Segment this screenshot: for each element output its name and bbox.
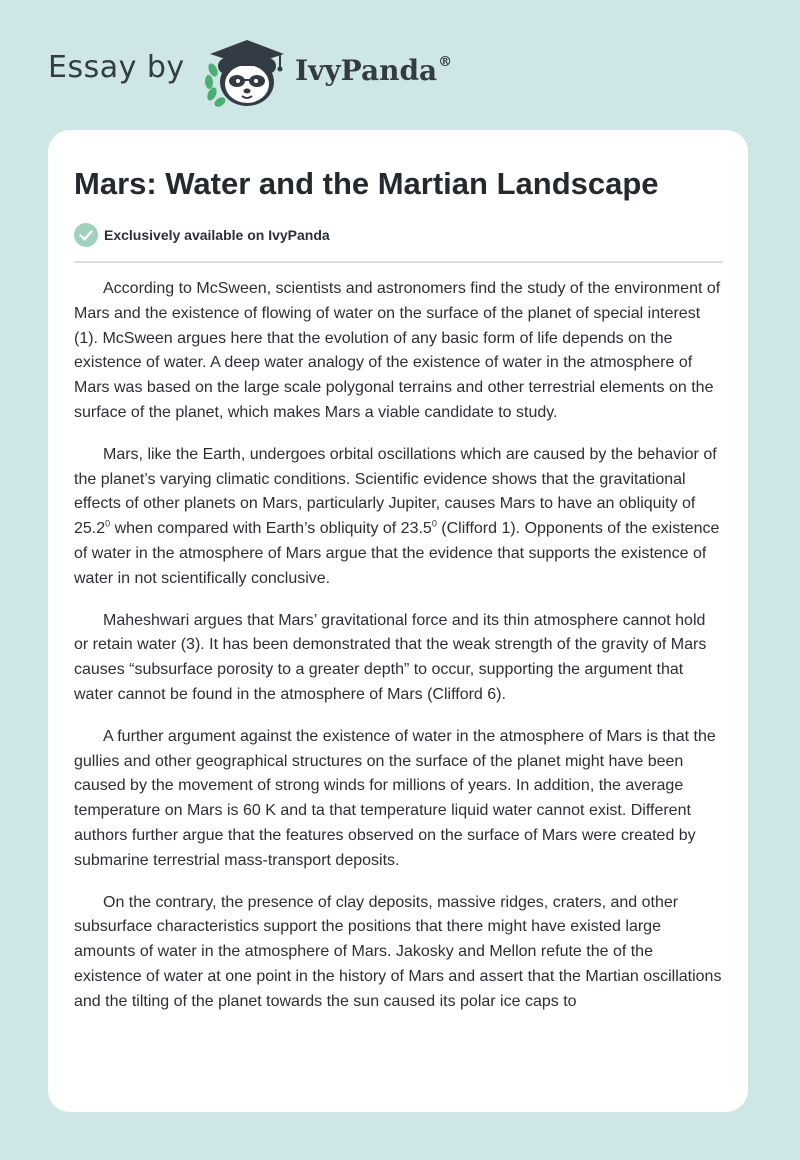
paragraph-5: On the contrary, the presence of clay deposits, massive ridges, craters, and other subsurface characteristics support the positions that there might have existed large amounts of water in the atmosphere of Mars. Jakosky and Mellon refute the of the existence of water at one point in the history of Mars and assert that the Martian oscillations and the tilting of the planet towards the sun caused its polar ice caps to xyxy=(74,893,722,1010)
paragraph-2-text-c: (Clifford 1). Opponents of the existence of water in the atmosphere of Mars argue that the evidence that supports the existence of water in not scientifically conclusive. xyxy=(74,520,720,587)
brand-logo-text[interactable] xyxy=(295,54,452,87)
exclusive-badge-label: Exclusively available on IvyPanda xyxy=(104,227,330,243)
essay-by-label: Essay by xyxy=(48,50,185,85)
paragraph-2-text-a: Mars, like the Earth, undergoes orbital oscillations which are caused by the behavior of the planet’s varying climatic conditions. Scientific evidence shows that the gravitational effects of other planets on Mars, particularly Jupiter, causes Mars to have an obliquity of 25.2 xyxy=(74,445,717,538)
paragraph-2 xyxy=(74,443,724,592)
essay-body xyxy=(74,277,724,1032)
paragraph-4: A further argument against the existence of water in the atmosphere of Mars is that the gullies and other geographical structures on the surface of the planet might have been caused by the movement of strong winds for millions of years. In addition, the average temperature on Mars is 60 K and ta that temperature liquid water cannot exist. Different authors further argue that the features observed on the surface of Mars were created by submarine terrestrial mass-transport deposits. xyxy=(74,727,716,869)
essay-card xyxy=(48,130,748,1112)
brand-name: IvyPanda xyxy=(295,54,438,87)
degree-superscript: 0 xyxy=(431,518,437,529)
degree-superscript: 0 xyxy=(105,518,111,529)
paragraph-1: According to McSween, scientists and astronomers find the study of the environment of Mars and the existence of flowing of water on the surface of the planet of special interest (1). McSween argues here that the evolution of any basic form of life depends on the existence of water. A deep water analogy of the existence of water in the atmosphere of Mars was based on the large scale polygonal terrains and other terrestrial elements on the surface of the planet, which makes Mars a viable candidate to study. xyxy=(74,280,721,421)
paragraph-2-text-b: when compared with Earth’s obliquity of 23.5 xyxy=(110,520,432,538)
exclusive-badge xyxy=(74,222,330,248)
site-header xyxy=(0,0,800,130)
page-title: Mars: Water and the Martian Landscape xyxy=(74,166,659,201)
registered-mark: ® xyxy=(438,54,453,70)
title-divider xyxy=(74,261,723,263)
panda-graduate-icon[interactable] xyxy=(200,36,294,110)
paragraph-3: Maheshwari argues that Mars’ gravitational force and its thin atmosphere cannot hold or retain water (3). It has been demonstrated that the weak strength of the gravity of Mars causes “subsurface porosity to a greater depth” to occur, supporting the argument that water cannot be found in the atmosphere of Mars (Clifford 6). xyxy=(74,611,707,703)
checkmark-icon xyxy=(74,223,98,247)
